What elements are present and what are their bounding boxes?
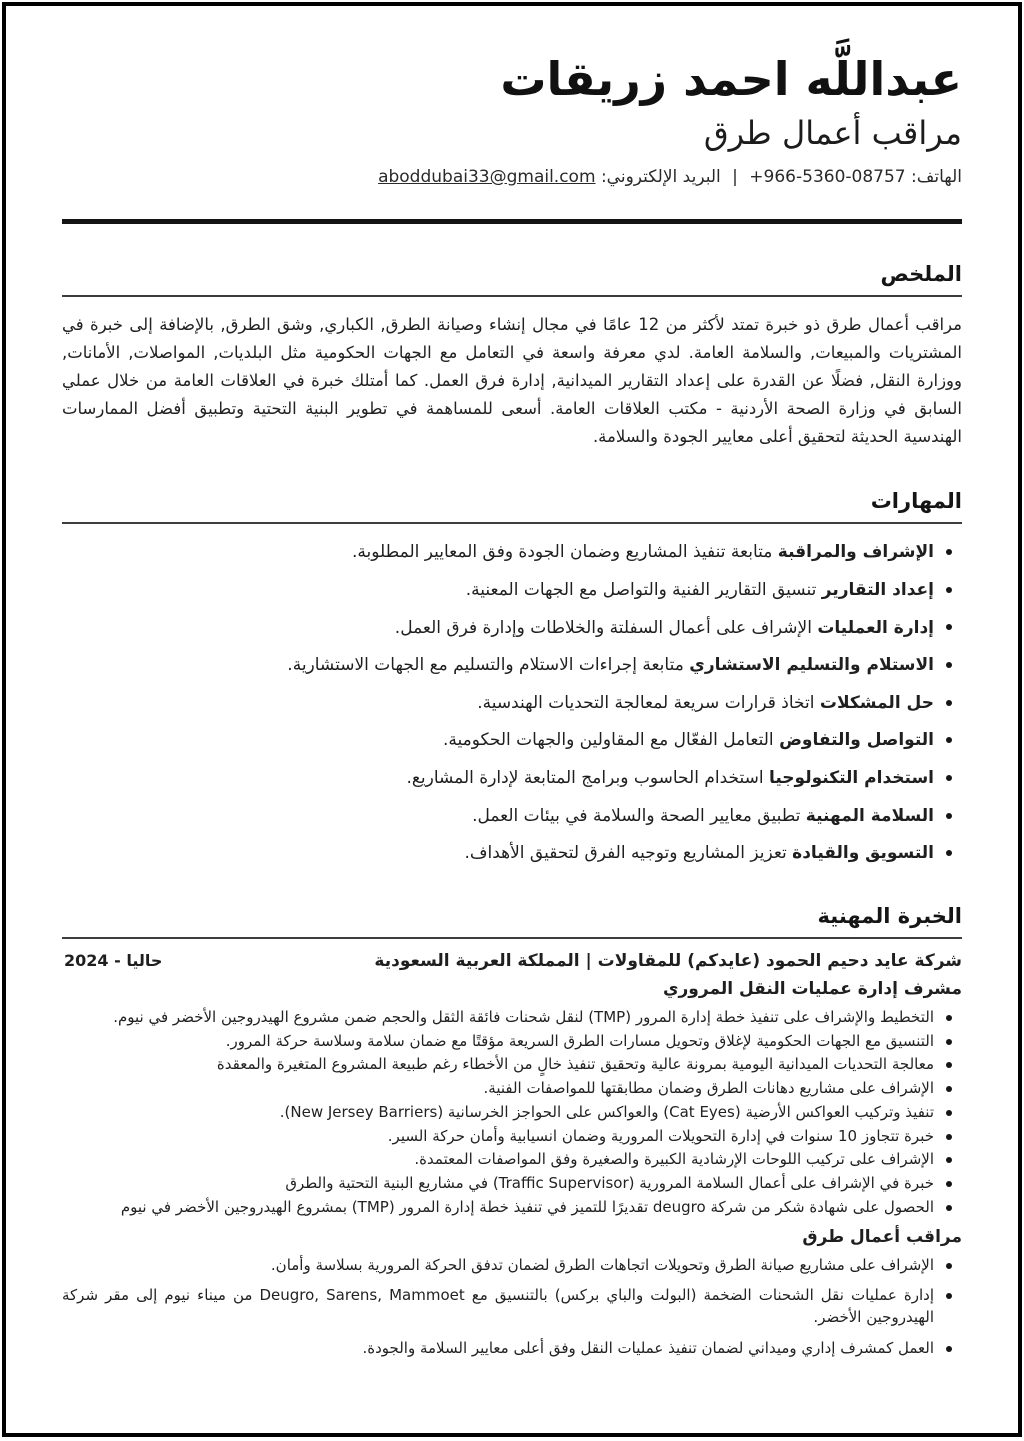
candidate-name: عبداللَّه احمد زريقات (500, 52, 962, 106)
experience-bullet: إدارة عمليات نقل الشحنات الضخمة (البولت والباي بركس) بالتنسيق مع Deugro, Sarens, Mammoet من ميناء نيوم إلى مقر شركة الهيدروجين الأخضر. (62, 1285, 952, 1329)
experience-bullet: الحصول على شهادة شكر من شركة deugro تقديرًا للتميز في تنفيذ خطة إدارة المرور (TMP) بمشروع الهيدروجين الأخضر في نيوم (62, 1197, 952, 1219)
experience-bullet: خبرة تتجاوز 10 سنوات في إدارة التحويلات المرورية وضمان انسيابية وأمان حركة السير. (62, 1126, 952, 1148)
skill-title: حل المشكلات (819, 692, 934, 713)
skill-item (62, 841, 952, 866)
experience-bullet: معالجة التحديات الميدانية اليومية بمرونة عالية وتحقيق تنفيذ خالٍ من الأخطاء رغم طبيعة المشروع المتغيرة والمعقدة (62, 1054, 952, 1076)
contact-line (62, 167, 962, 187)
skill-item (62, 653, 952, 678)
skill-desc: متابعة تنفيذ المشاريع وضمان الجودة وفق المعايير المطلوبة. (352, 542, 773, 563)
skill-desc: تطبيق معايير الصحة والسلامة في بيئات العمل. (472, 805, 801, 826)
experience-bullet: التنسيق مع الجهات الحكومية لإغلاق وتحويل مسارات الطرق السريعة مؤقتًا مع ضمان سلامة وسلاسة حركة المرور. (62, 1031, 952, 1053)
job-header (62, 951, 962, 971)
skill-title: التسويق والقيادة (792, 843, 934, 864)
skills-list (62, 540, 952, 866)
skill-item (62, 578, 952, 603)
skills-heading: المهارات (62, 489, 962, 524)
skill-title: إعداد التقارير (821, 579, 934, 600)
experience-bullet: خبرة في الإشراف على أعمال السلامة المرورية (Traffic Supervisor) في مشاريع البنية التحتية والطرق (62, 1173, 952, 1195)
contact-separator: | (732, 166, 738, 187)
skill-item (62, 766, 952, 791)
email-label: البريد الإلكتروني: (600, 166, 721, 187)
cv-page (2, 2, 1022, 1437)
phone-number: +966-5360-08757 (749, 166, 906, 187)
skill-desc: استخدام الحاسوب وبرامج المتابعة لإدارة المشاريع. (406, 768, 764, 789)
experience-heading: الخبرة المهنية (62, 904, 962, 939)
summary-section (62, 262, 962, 451)
header-divider (62, 219, 962, 224)
experience-bullet: التخطيط والإشراف على تنفيذ خطة إدارة المرور (TMP) لنقل شحنات فائقة الثقل والحجم ضمن مشروع الهيدروجين الأخضر في نيوم. (62, 1007, 952, 1029)
date-range: حاليا - 2024 (64, 950, 163, 970)
skill-desc: تعزيز المشاريع وتوجيه الفرق لتحقيق الأهداف. (464, 843, 787, 864)
experience-bullet: تنفيذ وتركيب العواكس الأرضية (Cat Eyes) والعواكس على الحواجز الخرسانية (New Jersey Barriers). (62, 1102, 952, 1124)
skill-desc: اتخاذ قرارات سريعة لمعالجة التحديات الهندسية. (477, 692, 815, 713)
role-title: مشرف إدارة عمليات النقل المروري (662, 978, 962, 999)
experience-section (62, 904, 962, 1360)
skill-title: التواصل والتفاوض (779, 730, 934, 751)
skill-desc: الإشراف على أعمال السفلتة والخلاطات وإدارة فرق العمل. (394, 617, 812, 638)
skill-title: السلامة المهنية (805, 805, 934, 826)
skill-item (62, 804, 952, 829)
company-name: شركة عايد دحيم الحمود (عايدكم) للمقاولات | المملكة العربية السعودية (374, 950, 962, 971)
skill-desc: متابعة إجراءات الاستلام والتسليم مع الجهات الاستشارية. (287, 655, 684, 676)
role-bullets (62, 1255, 952, 1360)
email-link[interactable]: aboddubai33@gmail.com (378, 166, 596, 187)
experience-bullet: الإشراف على مشاريع صيانة الطرق وتحويلات اتجاهات الطرق لضمان تدفق الحركة المرورية بسلاسة وأمان. (62, 1255, 952, 1277)
role-bullets (62, 1007, 952, 1219)
skill-desc: التعامل الفعّال مع المقاولين والجهات الحكومية. (442, 730, 774, 751)
summary-heading: الملخص (62, 262, 962, 297)
cv-document (0, 2, 1024, 1441)
skill-title: إدارة العمليات (817, 617, 934, 638)
skill-item (62, 540, 952, 565)
skill-title: الاستلام والتسليم الاستشاري (689, 655, 934, 676)
cv-header (62, 50, 962, 187)
skill-item (62, 616, 952, 641)
skill-item (62, 691, 952, 716)
skill-title: الإشراف والمراقبة (777, 542, 934, 563)
skill-item (62, 728, 952, 753)
skills-section (62, 489, 962, 866)
experience-bullet: العمل كمشرف إداري وميداني لضمان تنفيذ عمليات النقل وفق أعلى معايير السلامة والجودة. (62, 1338, 952, 1360)
phone-label: الهاتف: (911, 166, 962, 187)
skill-title: استخدام التكنولوجيا (768, 768, 934, 789)
skill-desc: تنسيق التقارير الفنية والتواصل مع الجهات المعنية. (465, 579, 817, 600)
role-title: مراقب أعمال طرق (802, 1226, 962, 1247)
candidate-job-title: مراقب أعمال طرق (703, 113, 962, 152)
experience-bullet: الإشراف على تركيب اللوحات الإرشادية الكبيرة والصغيرة وفق المواصفات المعتمدة. (62, 1149, 952, 1171)
summary-text: مراقب أعمال طرق ذو خبرة تمتد لأكثر من 12 عامًا في مجال إنشاء وصيانة الطرق, الكباري, وشق الطرق, بالإضافة إلى خبرة في المشتريات والمبيعات, والسلامة العامة. لدي معرفة واسعة في التعامل مع الجهات الحكومية مثل البلديات, المواصلات, الأمانات, ووزارة النقل, فضلًا عن القدرة على إعداد التقارير الميدانية, إدارة فرق العمل. كما أمتلك خبرة في العلاقات العامة من خلال عملي السابق في وزارة الصحة الأردنية - مكتب العلاقات العامة. أسعى للمساهمة في تطوير البنية التحتية وتطبيق أفضل الممارسات الهندسية الحديثة لتحقيق أعلى معايير الجودة والسلامة. (62, 314, 962, 447)
experience-bullet: الإشراف على مشاريع دهانات الطرق وضمان مطابقتها للمواصفات الفنية. (62, 1078, 952, 1100)
